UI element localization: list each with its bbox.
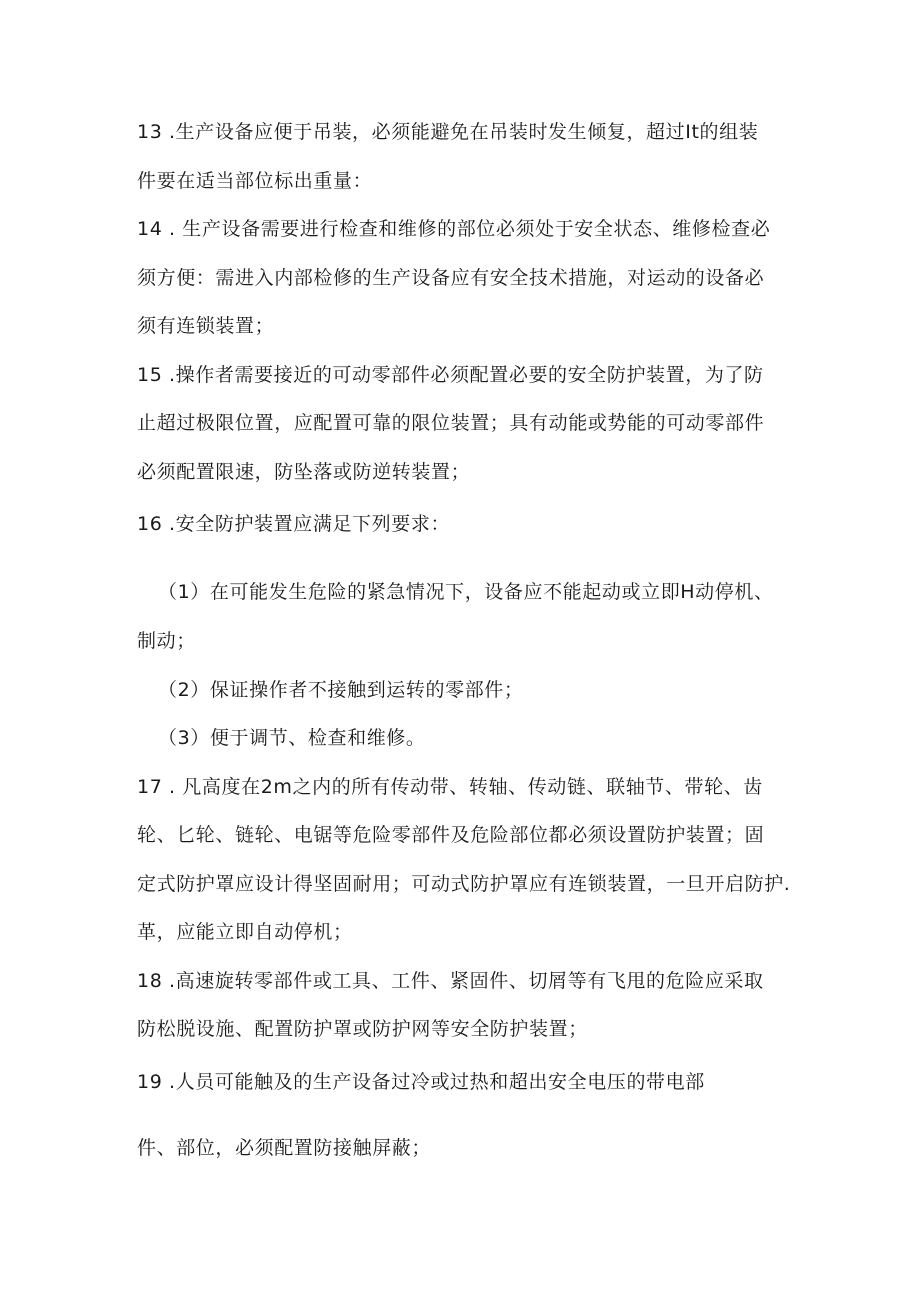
text-line: 16 .安全防护装置应满足下列要求：: [137, 513, 451, 535]
text-line: （2）保证操作者不接触到运转的零部件；: [158, 679, 524, 701]
text-line: 必须配置限速，防坠落或防逆转装置；: [137, 461, 471, 483]
text-line: 件要在适当部位标出重量：: [137, 170, 373, 192]
text-line: 17 . 凡高度在2m之内的所有传动带、转轴、传动链、联轴节、带轮、齿: [137, 776, 763, 798]
text-line: 须有连锁装置；: [137, 315, 275, 337]
text-line: 14 . 生产设备需要进行检查和维修的部位必须处于安全状态、维修检查必: [137, 218, 771, 240]
text-line: （1）在可能发生危险的紧急情况下，设备应不能起动或立即H动停机、: [158, 581, 774, 603]
text-line: 18 .高速旋转零部件或工具、工件、紧固件、切屑等有飞甩的危险应采取: [137, 970, 764, 992]
text-line: 13 .生产设备应便于吊装，必须能避免在吊装时发生倾复，超过It的组装: [137, 121, 759, 143]
text-line: 19 .人员可能触及的生产设备过冷或过热和超出安全电压的带电部: [137, 1071, 705, 1093]
text-line: 须方便：需进入内部检修的生产设备应有安全技术措施，对运动的设备必: [137, 267, 765, 289]
text-line: （3）便于调节、检查和维修。: [158, 727, 426, 749]
text-line: 止超过极限位置，应配置可靠的限位装置；具有动能或势能的可动零部件: [137, 412, 765, 434]
text-line: 15 .操作者需要接近的可动零部件必须配置必要的安全防护装置，为了防: [137, 364, 764, 386]
text-line: 件、部位，必须配置防接触屏蔽；: [137, 1137, 432, 1159]
text-line: 轮、匕轮、链轮、电锯等危险零部件及危险部位都必须设置防护装置；固: [137, 824, 765, 846]
text-line: 定式防护罩应设计得坚固耐用；可动式防护罩应有连锁装置，一旦开启防护.: [137, 873, 791, 895]
text-line: 制动；: [137, 630, 196, 652]
text-line: 防松脱设施、配置防护罩或防护网等安全防护装置；: [137, 1018, 588, 1040]
text-line: 革，应能立即自动停机；: [137, 921, 353, 943]
